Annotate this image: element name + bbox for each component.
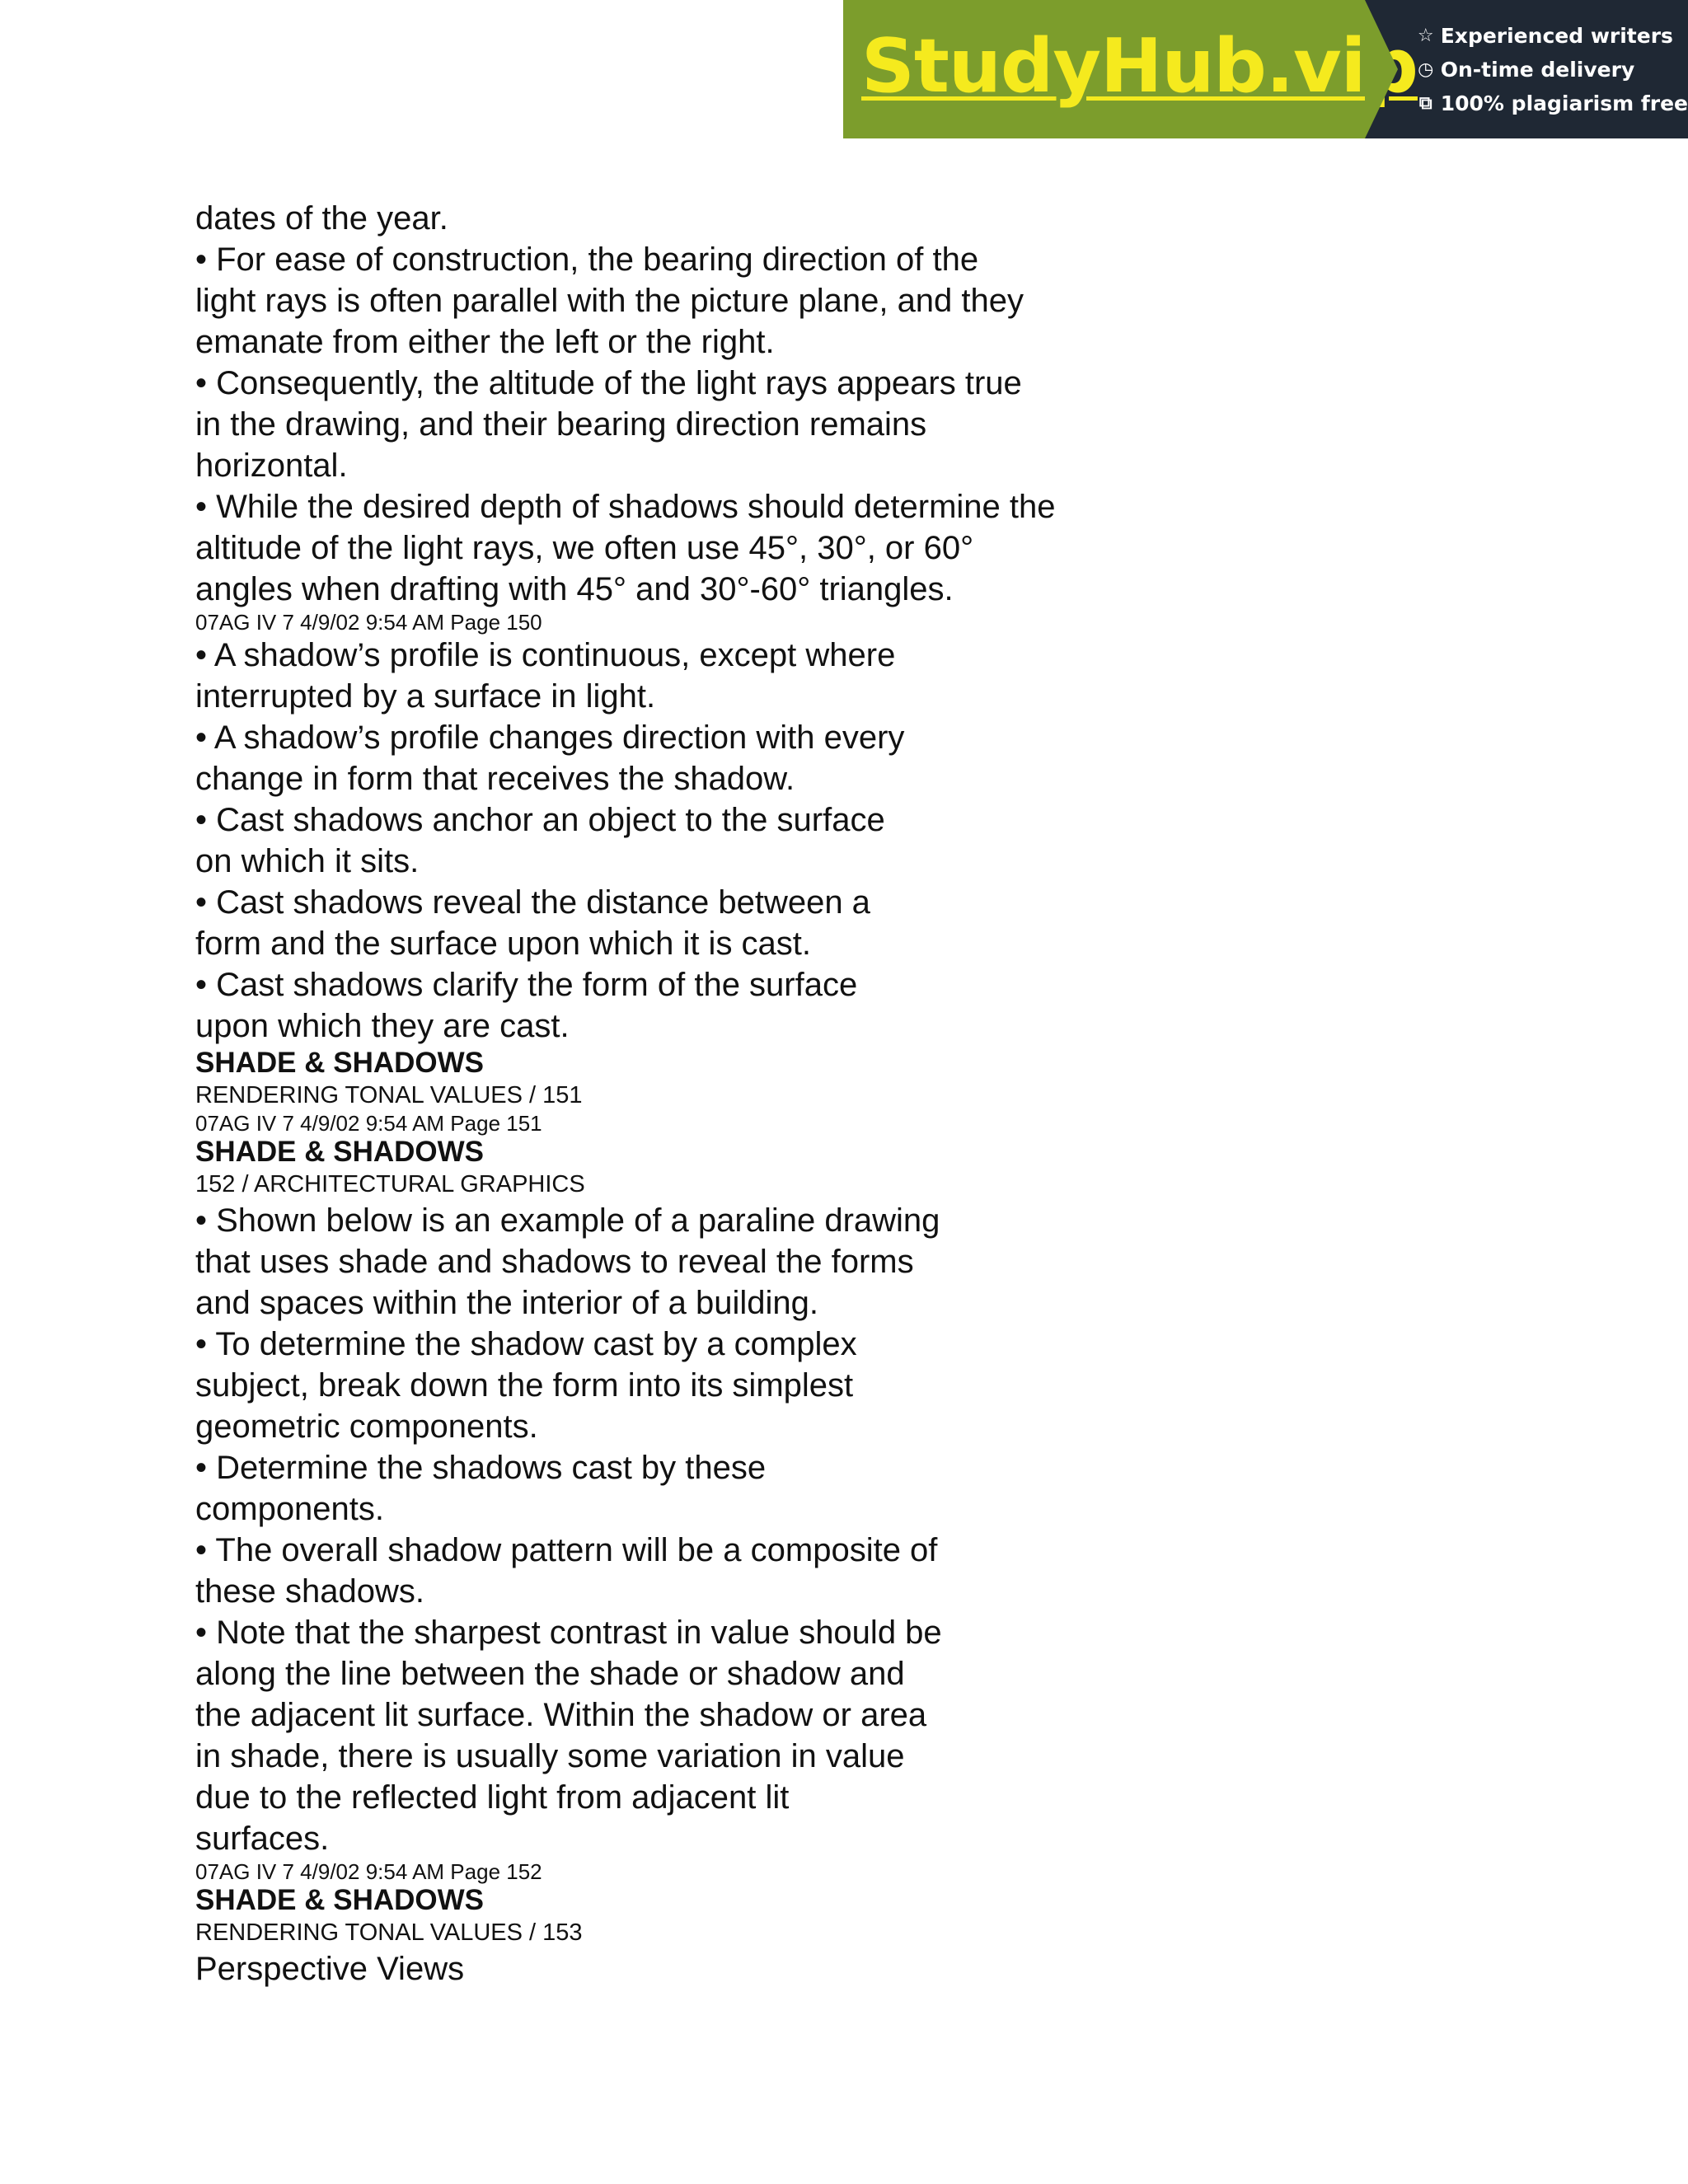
text-line: • To determine the shadow cast by a complex [195, 1326, 857, 1362]
text-line: due to the reflected light from adjacent lit [195, 1779, 790, 1816]
text-line: • Cast shadows clarify the form of the surface [195, 967, 858, 1003]
text-line: altitude of the light rays, we often use 45°, 30°, or 60° [195, 530, 974, 566]
page-stamp: 07AG IV 7 4/9/02 9:54 AM Page 151 [195, 1111, 542, 1136]
text-line: geometric components. [195, 1408, 538, 1445]
section-heading: SHADE & SHADOWS [195, 1884, 485, 1916]
text-line: • Note that the sharpest contrast in value should be [195, 1615, 942, 1651]
text-line: emanate from either the left or the right. [195, 324, 775, 360]
text-line: surfaces. [195, 1821, 330, 1857]
text-line: • Determine the shadows cast by these [195, 1450, 767, 1486]
text-line: angles when drafting with 45° and 30°-60° triangles. [195, 571, 954, 607]
feature-plagiarism-free [1414, 87, 1688, 120]
feature-label: On-time delivery [1440, 57, 1635, 82]
text-line: the adjacent lit surface. Within the shadow or area [195, 1697, 927, 1733]
text-line: horizontal. [195, 448, 348, 484]
section-heading: SHADE & SHADOWS [195, 1136, 485, 1168]
running-header: RENDERING TONAL VALUES / 151 [195, 1082, 583, 1108]
text-line: and spaces within the interior of a building. [195, 1285, 819, 1321]
text-line: • While the desired depth of shadows should determine the [195, 489, 1056, 525]
text-line: components. [195, 1491, 385, 1527]
studyhub-logo[interactable]: StudyHub.vip [861, 23, 1418, 110]
text-line: • Cast shadows reveal the distance between a [195, 884, 870, 921]
running-header: 152 / ARCHITECTURAL GRAPHICS [195, 1171, 585, 1197]
text-line: • Cast shadows anchor an object to the surface [195, 802, 885, 838]
text-line: Perspective Views [195, 1951, 465, 1987]
text-line: • The overall shadow pattern will be a composite of [195, 1532, 938, 1568]
text-line: • Consequently, the altitude of the light rays appears true [195, 365, 1022, 401]
text-line: along the line between the shade or shadow and [195, 1656, 905, 1692]
section-heading: SHADE & SHADOWS [195, 1047, 485, 1079]
text-line: • A shadow’s profile is continuous, except where [195, 637, 896, 673]
text-line: in the drawing, and their bearing direction remains [195, 406, 927, 443]
text-line: • Shown below is an example of a paraline drawing [195, 1202, 940, 1239]
text-line: interrupted by a surface in light. [195, 678, 656, 715]
text-line: upon which they are cast. [195, 1008, 570, 1044]
studyhub-banner[interactable] [843, 0, 1688, 138]
text-line: • For ease of construction, the bearing direction of the [195, 241, 979, 278]
text-line: • A shadow’s profile changes direction with every [195, 719, 905, 756]
feature-on-time-delivery [1414, 53, 1688, 87]
page-stamp: 07AG IV 7 4/9/02 9:54 AM Page 150 [195, 610, 542, 635]
text-line: on which it sits. [195, 843, 420, 879]
text-line: form and the surface upon which it is cast. [195, 926, 812, 962]
running-header: RENDERING TONAL VALUES / 153 [195, 1919, 583, 1946]
text-line: subject, break down the form into its simplest [195, 1367, 854, 1404]
document-body [195, 198, 1432, 1990]
text-line: in shade, there is usually some variation in value [195, 1738, 905, 1774]
feature-experienced-writers [1414, 19, 1688, 53]
page-stamp: 07AG IV 7 4/9/02 9:54 AM Page 152 [195, 1859, 542, 1884]
feature-label: 100% plagiarism free [1440, 91, 1688, 115]
clock-icon: ◷ [1418, 59, 1434, 80]
text-line: that uses shade and shadows to reveal the forms [195, 1244, 914, 1280]
star-icon: ☆ [1417, 25, 1434, 46]
text-line: light rays is often parallel with the picture plane, and they [195, 283, 1025, 319]
banner-logo-panel [843, 0, 1418, 138]
text-line: change in form that receives the shadow. [195, 761, 795, 797]
copy-icon: ⧉ [1418, 92, 1432, 114]
feature-label: Experienced writers [1440, 23, 1673, 48]
text-line: these shadows. [195, 1573, 424, 1610]
text-line: dates of the year. [195, 200, 448, 237]
